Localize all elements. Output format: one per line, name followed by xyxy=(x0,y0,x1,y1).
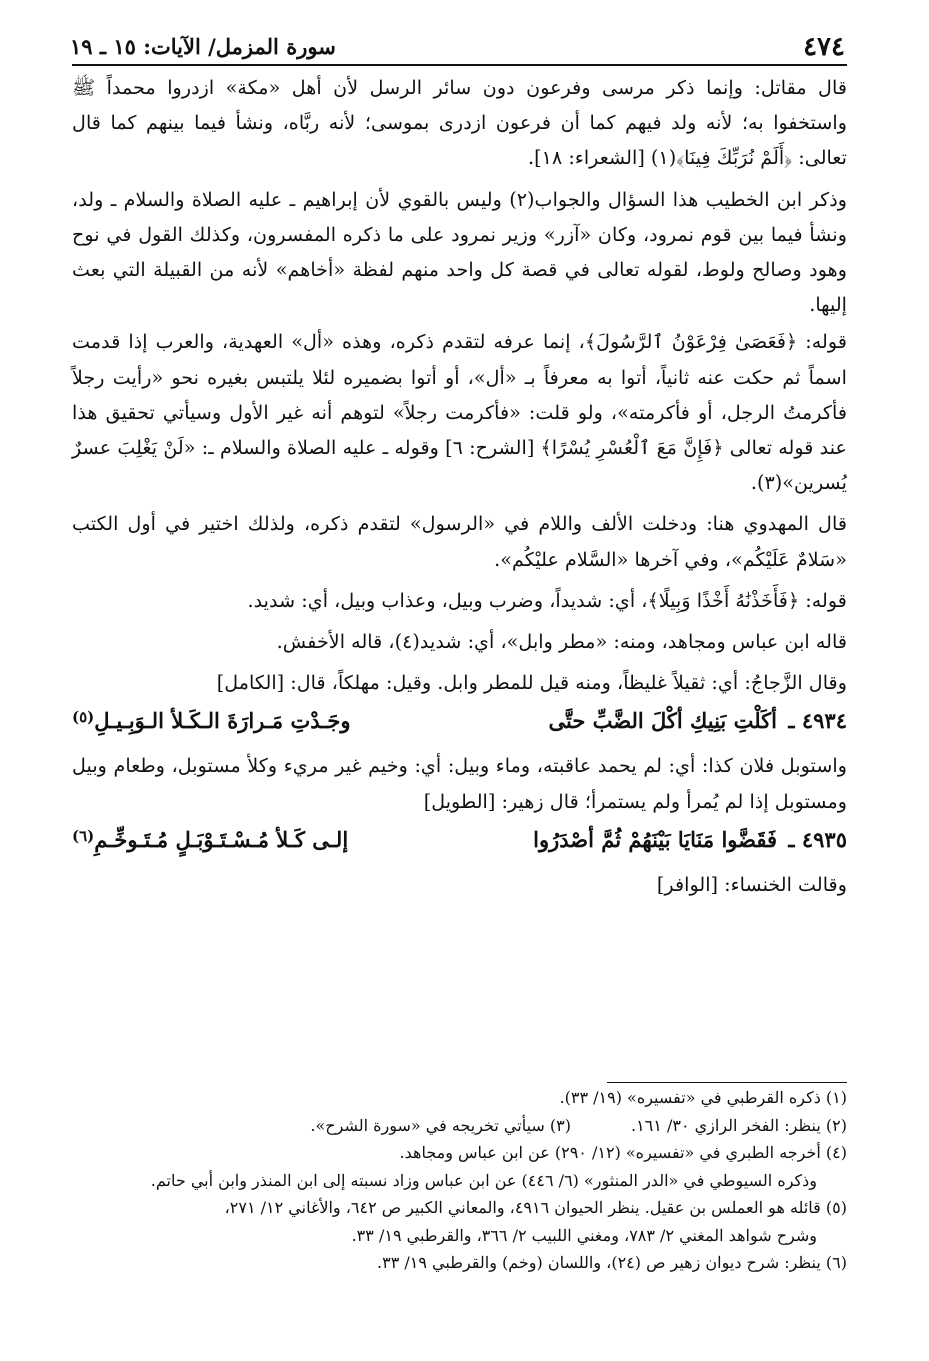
verse-number: ٤٩٣٤ ـ xyxy=(788,708,847,734)
paragraph-istawbal: واستوبل فلان كذا: أي: لم يحمد عاقبته، وماء وبيل: أي: وخيم غير مريء وكلأ مستوبل، وطعام وبيل ومستوبل إذا لم يُمرأ ولم يستمرأ؛ قال زهير: [الطويل] xyxy=(72,754,847,813)
running-title: سورة المزمل/ الآيات: ١٥ ـ ١٩ xyxy=(70,34,336,59)
footnote-2-3 xyxy=(72,1112,847,1140)
verse-second-hemistich xyxy=(72,827,348,852)
paragraph-muqatil: قال مقاتل: وإنما ذكر مرسى وفرعون دون سائر الرسل لأن أهل «مكة» ازدروا محمداً ﷺ واستخفوا به؛ لأنه ولد فيهم كما أن فرعون ازدرى بموسى؛ لأنه ربَّاه، ونشأ فيما بينهم كما قال تعالى: ﴿أَلَمْ نُرَبِّكَ فِينَا﴾(١) [الشعراء: ١٨]. xyxy=(72,76,847,170)
page-number: ٤٧٤ xyxy=(803,32,845,62)
paragraph-faasa-firawn: قوله: ﴿فَعَصَىٰ فِرْعَوْنُ ٱلرَّسُولَ﴾، إنما عرفه لتقدم ذكره، وهذه «أل» العهدية، والعرب إذا قدمت اسماً ثم حكت عنه ثانياً، أتوا به معرفاً بـ «أل»، أو أتوا بضميره لئلا يلتبس بغيره نحو «رأيت رجلاً فأكرمتُ الرجل، أو فأكرمته»، ولو قلت: «فأكرمت رجلاً» لتوهم أنه غير الأول وسيأتي تحقيق هذا عند قوله تعالى ﴿فَإِنَّ مَعَ ٱلْعُسْرِ يُسْرًا﴾ [الشرح: ٦] وقوله ـ عليه الصلاة والسلام ـ: «لَنْ يَغْلِبَ عسرٌ يُسرين»(٣). xyxy=(72,330,847,495)
hemistich-text: وجَـدْتِ مَـرارَةَ الـكَـلأ الـوَبِـيـلِ xyxy=(94,708,351,734)
paragraph-ibn-abbas: قاله ابن عباس ومجاهد، ومنه: «مطر وابل»، أي: شديد(٤)، قاله الأخفش. xyxy=(276,630,847,654)
verse-first-hemistich: أكَلْتِ بَنِيكِ أكْلَ الضَّبِّ حتَّى xyxy=(548,708,777,734)
main-text xyxy=(72,70,847,902)
footnote-4: (٤) أخرجه الطبري في «تفسيره» (١٢/ ٢٩٠) عن ابن عباس ومجاهد. xyxy=(399,1143,847,1162)
footnote-marker: (٥) xyxy=(72,708,95,727)
verse-second-hemistich xyxy=(72,708,351,733)
footnote-5: (٥) قائله هو العملس بن عقيل. ينظر الحيوان ٤٩١٦، والمعاني الكبير ص ٦٤٢، والأغاني ١٢/ ٢٧١، xyxy=(224,1198,847,1217)
verse-4934 xyxy=(72,704,847,744)
footnote-5-continued: وشرح شواهد المغني ٢/ ٧٨٣، ومغني اللبيب ٢/ ٣٦٦، والقرطبي ١٩/ ٣٣. xyxy=(351,1225,817,1245)
paragraph-mahdawi: قال المهدوي هنا: ودخلت الألف واللام في «الرسول» لتقدم ذكره، ولذلك اختير في أول الكتب «سَلامٌ عَلَيْكُم»، وفي آخرها «السَّلام عليْكُم». xyxy=(72,512,847,571)
footnote-rule xyxy=(607,1082,847,1083)
verse-4935 xyxy=(72,823,847,863)
header-rule xyxy=(72,64,847,66)
footnote-1: (١) ذكره القرطبي في «تفسيره» (١٩/ ٣٣). xyxy=(559,1088,847,1107)
paragraph-zajjaj: وقال الزَّجاجُ: أي: ثقيلاً غليظاً، ومنه قيل للمطر وابل. وقيل: مهلكاً، قال: [الكامل] xyxy=(216,671,847,695)
footnote-4-continued: وذكره السيوطي في «الدر المنثور» (٦/ ٤٤٦) عن ابن عباس وزاد نسبته إلى ابن المنذر وابن أبي حاتم. xyxy=(150,1170,817,1190)
hemistich-text: إلـى كَـلأ مُـسْـتَـوْبَـلٍ مُـتَـوخِّـمِ xyxy=(94,826,349,852)
page-header xyxy=(70,30,845,64)
footnote-6: (٦) ينظر: شرح ديوان زهير ص (٢٤)، واللسان (وخم) والقرطبي ١٩/ ٣٣. xyxy=(377,1253,847,1272)
footnote-3: (٣) سيأتي تخريجه في «سورة الشرح». xyxy=(310,1115,571,1135)
verse-number: ٤٩٣٥ ـ xyxy=(788,826,847,852)
paragraph-wabil: قوله: ﴿فَأَخَذْنَٰهُ أَخْذًا وَبِيلًا﴾، أي: شديداً، وضرب وبيل، وعذاب وبيل، أي: شديد. xyxy=(247,588,847,612)
footnotes xyxy=(72,1084,847,1277)
paragraph-ibn-al-khatib: وذكر ابن الخطيب هذا السؤال والجواب(٢) وليس بالقوي لأن إبراهيم ـ عليه الصلاة والسلام ـ ولد، ونشأ فيما بين قوم نمرود، وكان «آزر» وزير نمرود على ما ذكره المفسرون، وكذلك القول في نوح وهود وصالح ولوط، لقوله تعالى في قصة كل واحد منهم لفظة «أخاهم» لأنه من القبيلة التي بعث إليها. xyxy=(72,187,848,317)
footnote-marker: (٦) xyxy=(72,826,95,845)
verse-first-hemistich: فَقَضَّوا مَنَايَا بَيْنَهُمْ ثُمَّ أصْدَرُوا xyxy=(533,826,777,852)
footnote-2: (٢) ينظر: الفخر الرازي ٣٠/ ١٦١. xyxy=(630,1115,847,1135)
paragraph-khansa: وقالت الخنساء: [الوافر] xyxy=(656,872,847,896)
